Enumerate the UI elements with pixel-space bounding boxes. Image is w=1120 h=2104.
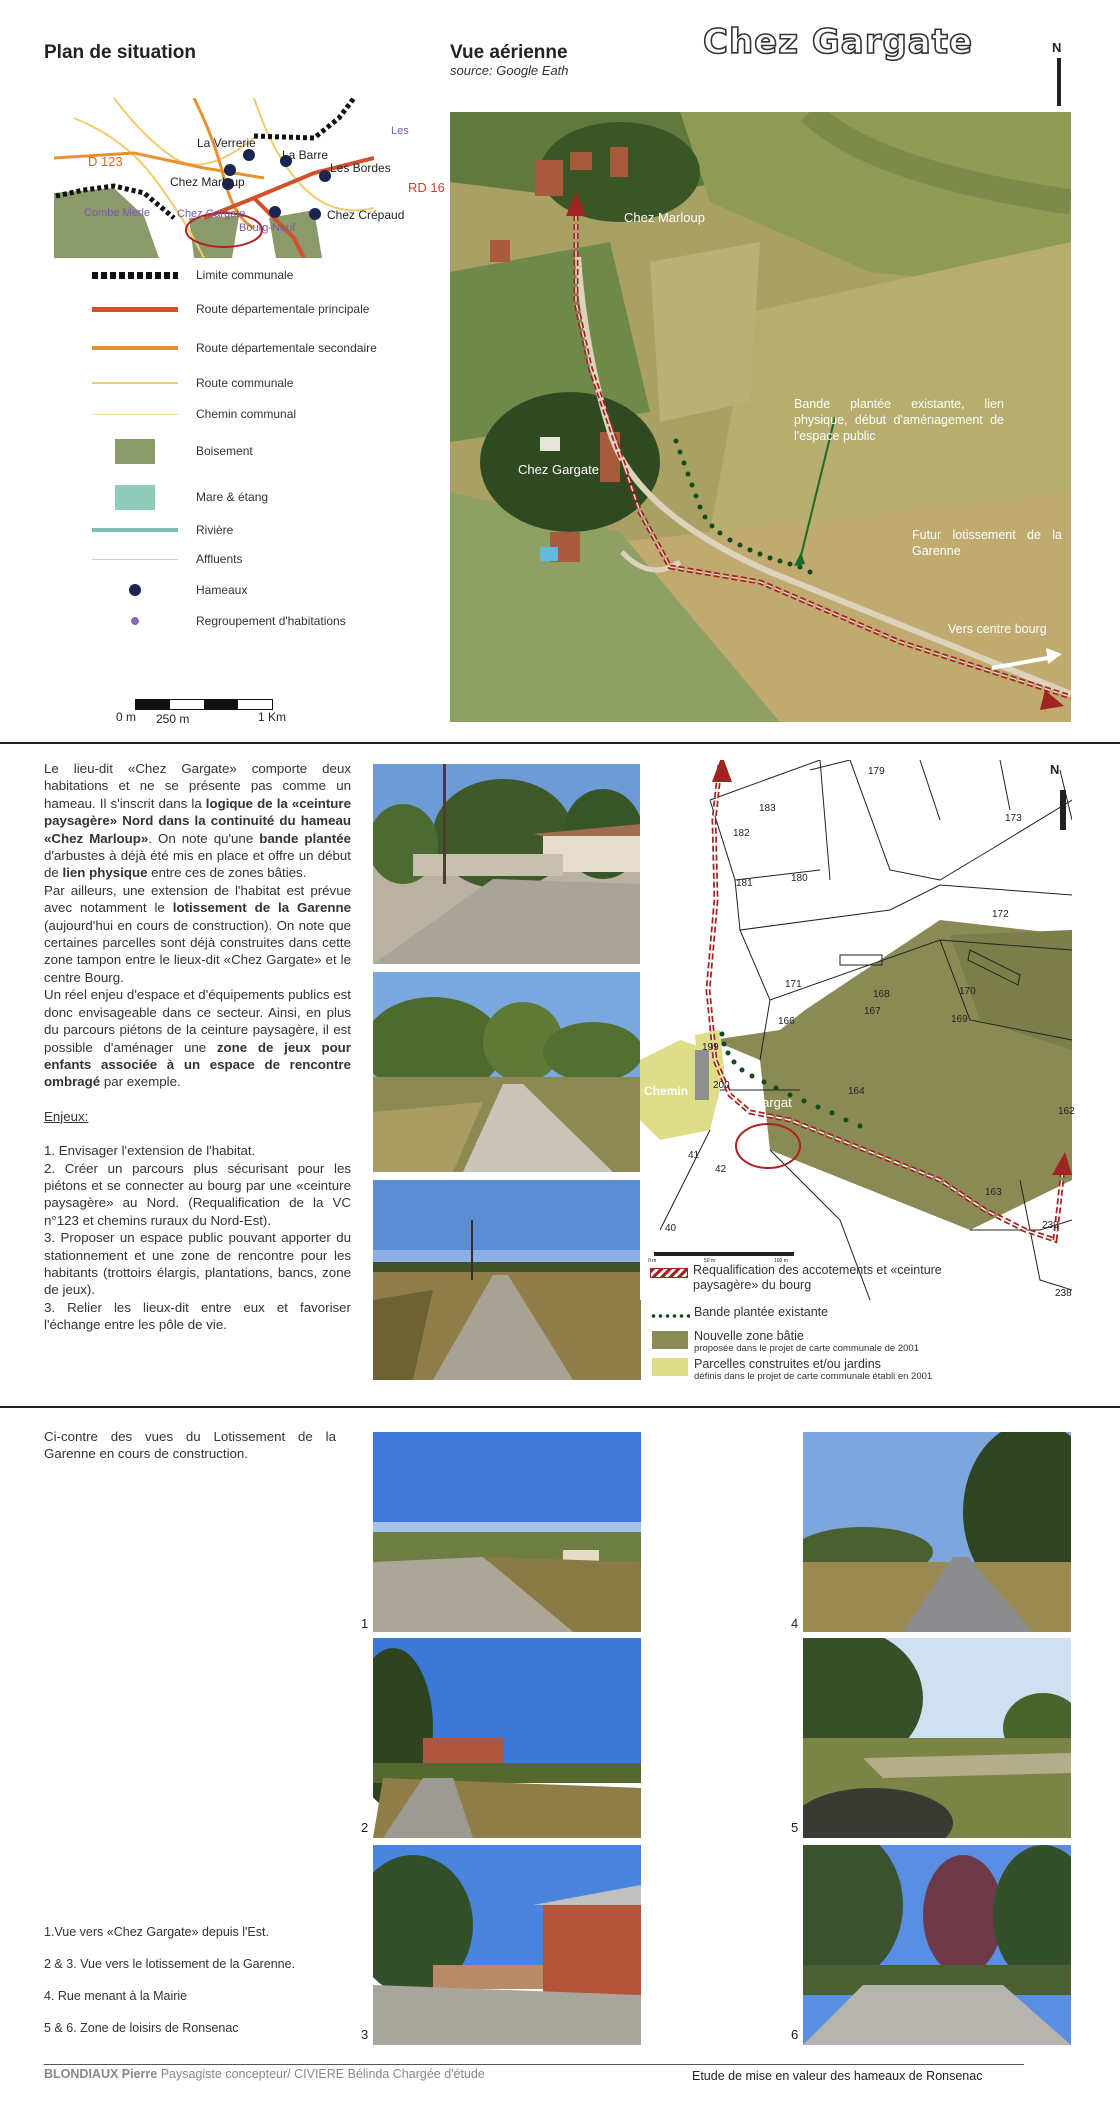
aerial-label-chez-marloup: Chez Marloup (624, 210, 705, 225)
parcel-number: 169 (951, 1014, 968, 1025)
lotissement-intro: Ci-contre des vues du Lotissement de la Garenne en cours de construction. (44, 1429, 336, 1462)
map-label-les: Les (391, 125, 409, 137)
description-text (44, 760, 351, 1334)
map-label-la-barre: La Barre (282, 148, 329, 162)
text-run: Par ailleurs, une extension de l'habitat est prévue avec notamment le (44, 882, 351, 916)
parcel-number: 167 (864, 1006, 881, 1017)
text-run: logique de la «ceinture paysagère» Nord dans la continuité du hameau «Chez Marloup» (44, 795, 351, 846)
cadastre-scale-100: 100 m (774, 1258, 788, 1264)
photo-chemin-vue-2 (373, 1180, 641, 1380)
description-paragraph-2 (44, 882, 351, 986)
map-label-les-bordes: Les Bordes (330, 161, 391, 175)
cadastre-legend-bande: Bande plantée existante (694, 1305, 829, 1319)
photo-6 (803, 1845, 1071, 2045)
cadastre-legend-parcelles: Parcelles construites et/ou jardins définis dans le projet de carte communale établi en 2001 (694, 1357, 933, 1382)
parcel-number: 239 (1042, 1220, 1059, 1231)
aerial-view-title: Vue aérienne (450, 42, 568, 63)
footer-study-title: Etude de mise en valeur des hameaux de Ronsenac (692, 2069, 983, 2083)
legend-route-secondaire: Route départementale secondaire (90, 335, 377, 361)
scale-bar (135, 699, 273, 710)
parcel-number: 200 (713, 1080, 730, 1091)
photo-number-3: 3 (361, 2027, 369, 2042)
legend-hameaux: Hameaux (90, 577, 247, 603)
photo-caption-3: 4. Rue menant à la Mairie (44, 1989, 188, 2003)
photo-caption-1: 1.Vue vers «Chez Gargate» depuis l'Est. (44, 1925, 269, 1939)
line-swatch-icon (92, 346, 178, 350)
enjeux-item-3: 3. Proposer un espace public pouvant apporter du stationnement et une zone de rencontre pour les habitants (trottoirs élargis, plantations, bancs, zone de jeux). (44, 1230, 351, 1298)
dot-icon (129, 584, 141, 596)
line-swatch-icon (92, 528, 178, 532)
legend-riviere: Rivière (90, 517, 233, 543)
fill-swatch-icon (115, 485, 155, 510)
enjeux-title: Enjeux: (44, 1108, 89, 1124)
situation-plan-title: Plan de situation (44, 42, 197, 63)
cadastre-scale-50: 50 m (704, 1258, 716, 1264)
parcel-number: 162 (1058, 1106, 1075, 1117)
dot-icon (131, 617, 139, 625)
photo-number-4: 4 (791, 1616, 799, 1631)
legend-boisement: Boisement (90, 438, 253, 464)
parcel-number: 179 (868, 766, 885, 777)
parcelles-swatch-icon (652, 1358, 688, 1376)
photo-chez-gargate-house (373, 764, 641, 964)
photo-caption-2: 2 & 3. Vue vers le lotissement de la Garenne. (44, 1957, 296, 1971)
aerial-source: source: Google Eath (450, 63, 569, 78)
parcel-number: 170 (959, 986, 976, 997)
parcel-number: 166 (778, 1016, 795, 1027)
cadastre-scale-0: 0 m (648, 1258, 657, 1264)
photo-2 (373, 1638, 641, 1838)
text-run: lien physique (62, 865, 148, 881)
text-run: bande plantée (259, 830, 351, 846)
cadastre-north-label: N (1050, 762, 1060, 777)
map-label-chez-marloup: Chez Marloup (170, 175, 245, 189)
north-arrow-icon (1057, 58, 1061, 106)
description-paragraph-1 (44, 760, 351, 882)
parcel-number: 182 (733, 828, 750, 839)
page-title: Chez Gargate (703, 22, 974, 62)
aerial-label-centre-bourg: Vers centre bourg (948, 622, 1047, 636)
parcel-number: 41 (688, 1150, 700, 1161)
photo-5 (803, 1638, 1071, 1838)
section-divider (0, 1406, 1120, 1408)
photo-number-2: 2 (361, 1820, 369, 1835)
line-swatch-icon (92, 382, 178, 384)
legend-chemin-communal: Chemin communal (90, 401, 296, 427)
map-label-chez-crepaud: Chez Crépaud (327, 208, 405, 222)
legend-route-communale: Route communale (90, 370, 293, 396)
photo-1 (373, 1432, 641, 1632)
legend-affluents: Affluents (90, 546, 242, 572)
legend-route-principale: Route départementale principale (90, 296, 369, 322)
dotted-line-icon (92, 272, 178, 279)
text-run: d'arbustes à déjà été mis en place et offre un début de (44, 848, 351, 881)
text-run: . On note qu'une (148, 830, 260, 846)
text-run: (aujourd'hui en cours de construction). On note que certaines parcelles sont déjà construites dans cette zone tampon entre le lieux-dit «Chez Gargate» et le centre Bourg. (44, 917, 351, 985)
photo-3 (373, 1845, 641, 2045)
photo-number-6: 6 (791, 2027, 799, 2042)
cadastre-label-chemin: Chemin (644, 1084, 689, 1098)
cadastre-legend-requalification: Requalification des accotements et «ceinture paysagère» du bourg (693, 1263, 942, 1292)
aerial-label-lotissement: Futur lotissement de la Garenne (912, 528, 1062, 558)
photo-number-1: 1 (361, 1616, 369, 1631)
map-label-rd16: RD 16 (408, 180, 445, 195)
photo-4 (803, 1432, 1071, 1632)
north-label: N (1052, 40, 1062, 55)
legend-limite-communale: Limite communale (90, 262, 293, 288)
enjeux-item-4: 3. Relier les lieux-dit entre eux et favoriser l'échange entre les pôle de vie. (44, 1299, 351, 1333)
cadastre-legend-nouvelle-zone: Nouvelle zone bâtie proposée dans le projet de carte communale de 2001 (694, 1329, 919, 1354)
parcel-number: 180 (791, 873, 808, 884)
bande-plantee-swatch-icon (650, 1314, 690, 1318)
parcel-number: 40 (665, 1223, 677, 1234)
map-label-combe-merle: Combe Merle (84, 207, 151, 219)
parcel-number: 183 (759, 803, 776, 814)
requalification-swatch-icon (650, 1268, 688, 1278)
scale-label-0: 0 m (116, 710, 137, 724)
photo-number-5: 5 (791, 1820, 799, 1835)
line-swatch-icon (92, 559, 178, 560)
parcel-number: 163 (985, 1187, 1002, 1198)
cadastre-map (640, 760, 1072, 1300)
legend-mare-etang: Mare & étang (90, 484, 268, 510)
legend-regroupement: Regroupement d'habitations (90, 608, 346, 634)
parcel-number: 238 (1055, 1288, 1072, 1299)
scale-label-250: 250 m (156, 712, 190, 726)
text-run: zone de jeux pour enfants associée à un espace de rencontre ombragé (44, 1039, 351, 1090)
photo-chemin-vue-1 (373, 972, 641, 1172)
parcel-number: 42 (715, 1164, 727, 1175)
text-run: par exemple. (100, 1074, 181, 1090)
text-run: lotissement de la Garenne (172, 900, 351, 916)
nouvelle-zone-swatch-icon (652, 1331, 688, 1349)
cadastre-label-gargat: Gargat (752, 1095, 792, 1110)
aerial-label-chez-gargate: Chez Gargate (518, 462, 599, 477)
map-label-chez-gargate: Chez Gargate (177, 208, 246, 220)
text-run: entre ces de zones bâties. (147, 865, 307, 881)
parcel-number: 164 (848, 1086, 865, 1097)
photo-caption-4: 5 & 6. Zone de loisirs de Ronsenac (44, 2021, 239, 2035)
enjeux-item-2: 2. Créer un parcours plus sécurisant pour les piétons et se connecter au bourg par une «ceinture paysagère» au Nord. (Requalification de la VC n°123 et chemins ruraux du Nord-Est). (44, 1160, 351, 1228)
parcel-number: 173 (1005, 813, 1022, 824)
line-swatch-icon (92, 414, 178, 415)
parcel-number: 168 (873, 989, 890, 1000)
aerial-label-bande-plantee: Bande plantée existante, lien physique, début d'aménagement de l'espace public (794, 397, 1004, 443)
text-run: Un réel enjeu d'espace et d'équipements publics est donc envisageable dans ce secteur. Ainsi, en plus du parcours piétons de la ceinture paysagère, il est possible d'aménager une (44, 987, 351, 1055)
description-paragraph-3 (44, 986, 351, 1090)
map-label-bourg-neuf: Bourg-Neuf (239, 222, 296, 234)
footer-credits: BLONDIAUX Pierre Paysagiste concepteur/ CIVIERE Bélinda Chargée d'étude (44, 2067, 485, 2081)
parcel-number: 181 (736, 878, 753, 889)
section-divider (0, 742, 1120, 744)
map-label-la-verrerie: La Verrerie (197, 136, 256, 150)
scale-label-1km: 1 Km (258, 710, 287, 724)
parcel-number: 199 (702, 1042, 719, 1053)
line-swatch-icon (92, 307, 178, 312)
enjeux-item-1: 1. Envisager l'extension de l'habitat. (44, 1143, 256, 1159)
parcel-number: 172 (992, 909, 1009, 920)
footer-rule (44, 2064, 1024, 2065)
parcel-number: 171 (785, 979, 802, 990)
fill-swatch-icon (115, 439, 155, 464)
text-run: Le lieu-dit «Chez Gargate» comporte deux habitations et ne se présente pas comme un hameau. Il s'inscrit dans la (44, 761, 351, 811)
map-label-d123: D 123 (88, 154, 123, 169)
